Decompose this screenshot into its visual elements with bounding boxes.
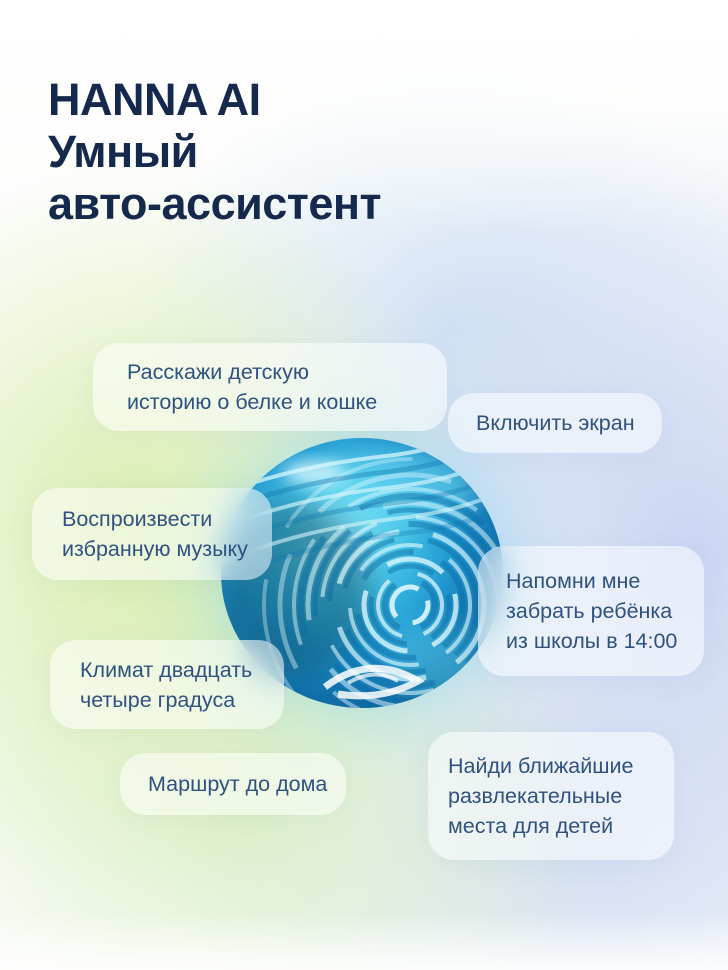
command-bubble-screen-on xyxy=(448,393,662,453)
bubble-line: Включить экран xyxy=(476,411,635,435)
bubble-line: места для детей xyxy=(448,814,614,838)
bubble-line: Напомни мне xyxy=(506,569,641,593)
bubble-line: Климат двадцать xyxy=(80,657,253,682)
command-bubble-play-music xyxy=(32,488,272,580)
bubble-line: историю о белке и кошке xyxy=(127,390,378,414)
bubble-line: из школы в 14:00 xyxy=(506,629,678,653)
command-bubble-climate xyxy=(50,640,284,729)
subtitle-line-2: авто-ассистент xyxy=(48,178,382,229)
bubble-line: забрать ребёнка xyxy=(506,599,673,623)
bubble-line: развлекательные xyxy=(448,784,623,808)
command-bubble-find-places xyxy=(428,732,674,860)
bubble-line: четыре градуса xyxy=(80,687,236,712)
bubble-line: избранную музыку xyxy=(62,537,248,561)
bubble-line: Найди ближайшие xyxy=(448,754,634,778)
bubble-line: Воспроизвести xyxy=(62,507,213,531)
subtitle-line-1: Умный xyxy=(48,126,198,177)
bubble-line: Маршрут до дома xyxy=(148,772,328,796)
command-bubble-tell-story xyxy=(93,343,447,431)
command-bubble-reminder xyxy=(478,546,704,676)
page-title xyxy=(48,74,381,230)
bubble-line: Расскажи детскую xyxy=(127,360,309,384)
command-bubble-route-home xyxy=(120,753,346,815)
brand-name: HANNA AI xyxy=(48,74,261,125)
